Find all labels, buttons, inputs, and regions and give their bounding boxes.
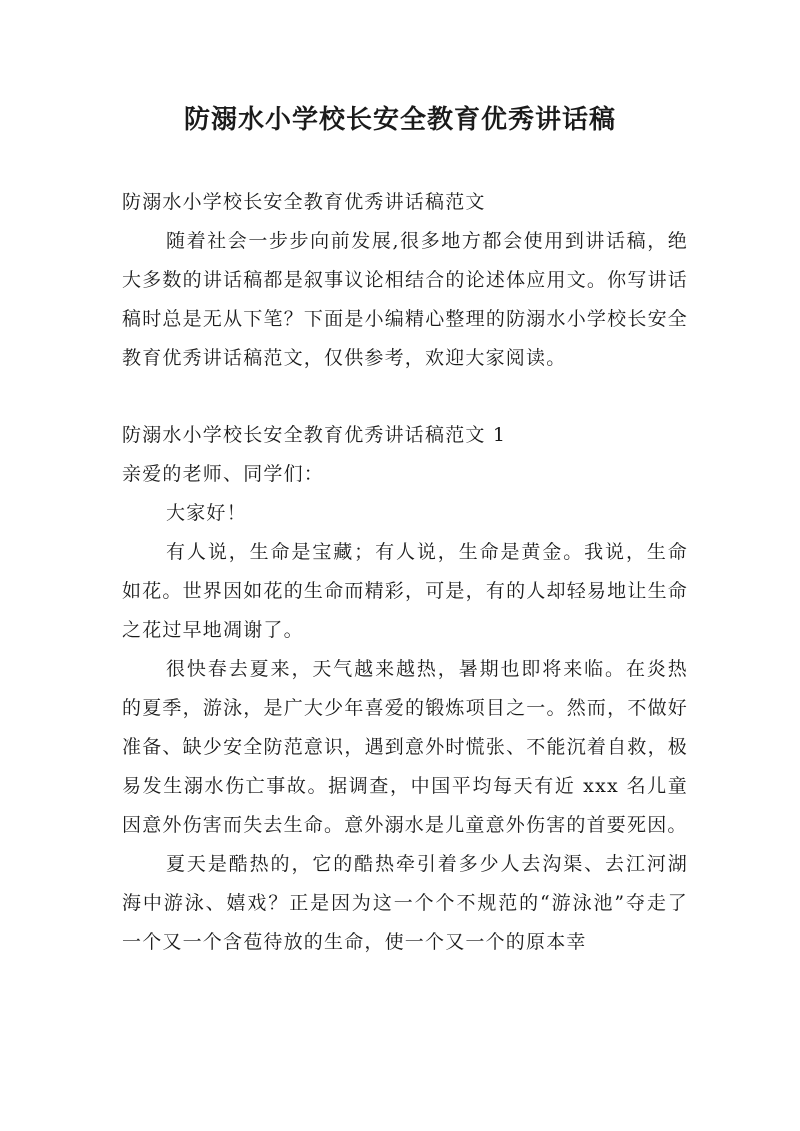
document-body xyxy=(122,183,688,962)
body-paragraph: 有人说，生命是宝藏；有人说，生命是黄金。我说，生命如花。世界因如花的生命而精彩，可是，有的人却轻易地让生命之花过早地凋谢了。 xyxy=(122,541,688,641)
greeting: 大家好！ xyxy=(166,502,247,524)
intro-paragraph: 随着社会一步步向前发展,很多地方都会使用到讲话稿，绝大多数的讲话稿都是叙事议论相结合的论述体应用文。你写讲话稿时总是无从下笔？下面是小编精心整理的防溺水小学校长安全教育优秀讲话稿范文，仅供参考，欢迎大家阅读。 xyxy=(122,230,688,369)
intro-heading: 防溺水小学校长安全教育优秀讲话稿范文 xyxy=(122,191,486,213)
section-heading: 防溺水小学校长安全教育优秀讲话稿范文 1 xyxy=(122,424,507,446)
body-paragraph: 很快春去夏来，天气越来越热，暑期也即将来临。在炎热的夏季，游泳，是广大少年喜爱的锻炼项目之一。然而，不做好准备、缺少安全防范意识，遇到意外时慌张、不能沉着自救，极易发生溺水伤亡事故。据调查，中国平均每天有近 xxx 名儿童因意外伤害而失去生命。意外溺水是儿童意外伤害的首要死因。 xyxy=(122,658,688,836)
document-title: 防溺水小学校长安全教育优秀讲话稿 xyxy=(183,105,616,135)
section-spacer xyxy=(122,378,688,416)
salutation: 亲爱的老师、同学们： xyxy=(122,463,325,485)
body-paragraph: 夏天是酷热的，它的酷热牵引着多少人去沟渠、去江河湖海中游泳、嬉戏？正是因为这一个个不规范的“游泳池”夺走了一个又一个含苞待放的生命，使一个又一个的原本幸 xyxy=(122,853,688,953)
